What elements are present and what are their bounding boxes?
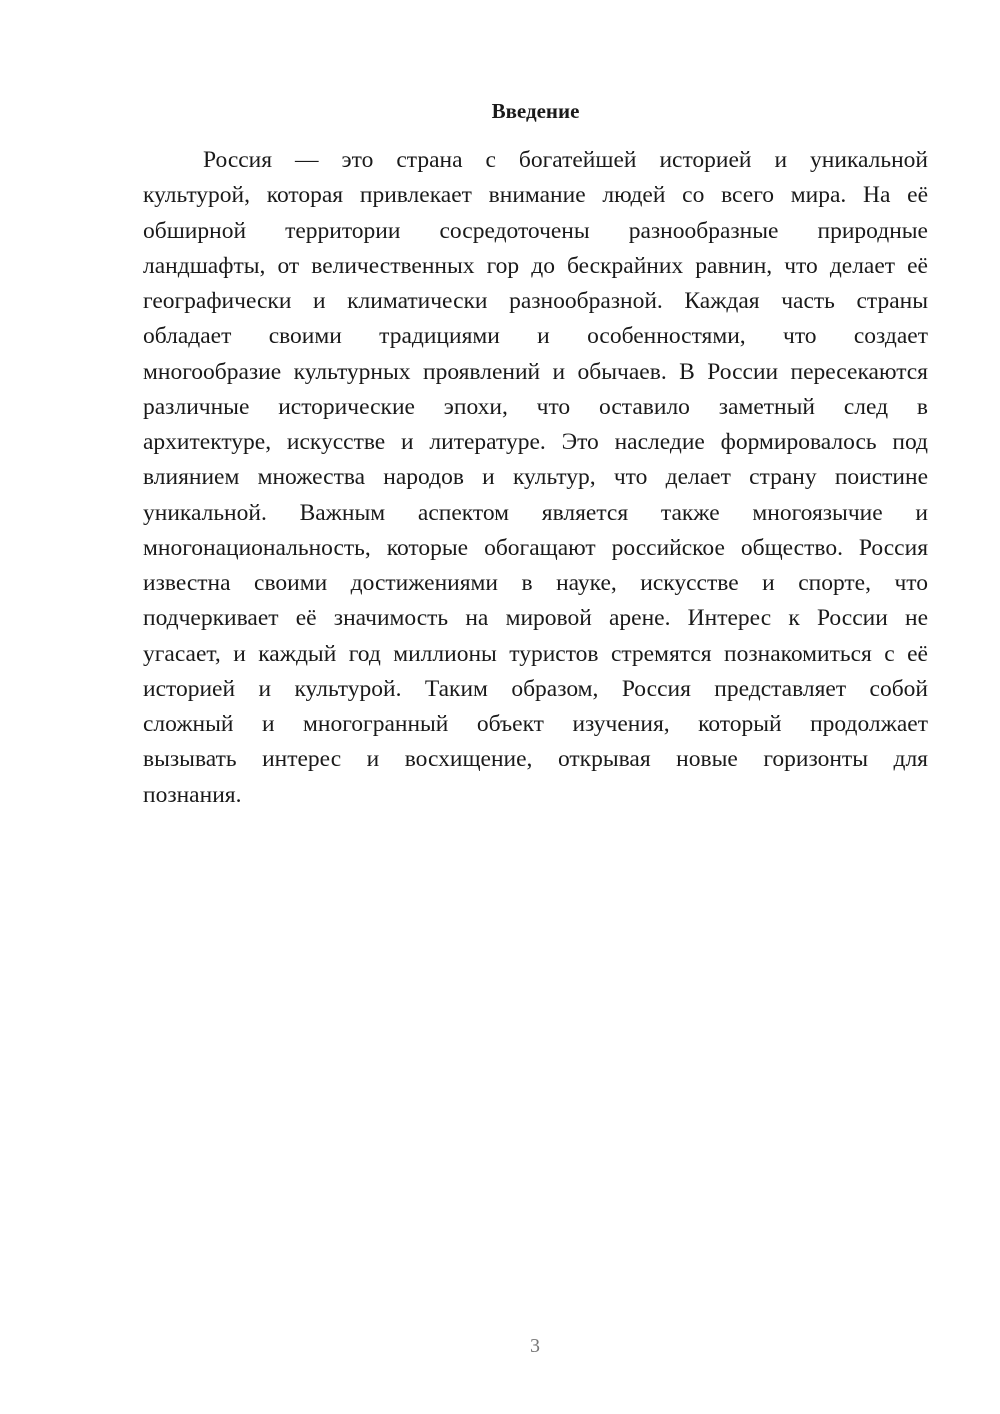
paragraph-line: влиянием множества народов и культур, что делает страну поистине (143, 464, 928, 491)
paragraph-line: известна своими достижениями в науке, искусстве и спорте, что (143, 570, 928, 596)
paragraph-line: вызывать интерес и восхищение, открывая новые горизонты для (143, 746, 928, 773)
paragraph-line: архитектуре, искусстве и литературе. Это наследие формировалось под (143, 429, 928, 455)
paragraph-line: познания. (143, 781, 242, 808)
paragraph-line: Россия — это страна с богатейшей историей и уникальной (203, 147, 928, 173)
paragraph-line: подчеркивает её значимость на мировой арене. Интерес к России не (143, 605, 928, 632)
paragraph-line: сложный и многогранный объект изучения, который продолжает (143, 711, 928, 737)
body-paragraph (143, 143, 928, 813)
paragraph-line: ландшафты, от величественных гор до бескрайних равнин, что делает её (143, 252, 928, 279)
paragraph-line: уникальной. Важным аспектом является также многоязычие и (143, 499, 928, 526)
paragraph-line: различные исторические эпохи, что оставило заметный след в (143, 393, 928, 420)
paragraph-line: географически и климатически разнообразной. Каждая часть страны (143, 288, 928, 314)
paragraph-line: многообразие культурных проявлений и обычаев. В России пересекаются (143, 358, 928, 385)
page-number: 3 (530, 1335, 540, 1357)
paragraph-line: культурой, которая привлекает внимание людей со всего мира. На её (143, 182, 928, 209)
paragraph-line: многонациональность, которые обогащают российское общество. Россия (143, 534, 928, 561)
paragraph-line: обладает своими традициями и особенностями, что создает (143, 323, 928, 350)
page-title: Введение (491, 99, 580, 123)
paragraph-line: историей и культурой. Таким образом, Россия представляет собой (143, 675, 928, 702)
paragraph-line: угасает, и каждый год миллионы туристов стремятся познакомиться с её (143, 640, 928, 667)
paragraph-line: обширной территории сосредоточены разнообразные природные (143, 217, 928, 244)
